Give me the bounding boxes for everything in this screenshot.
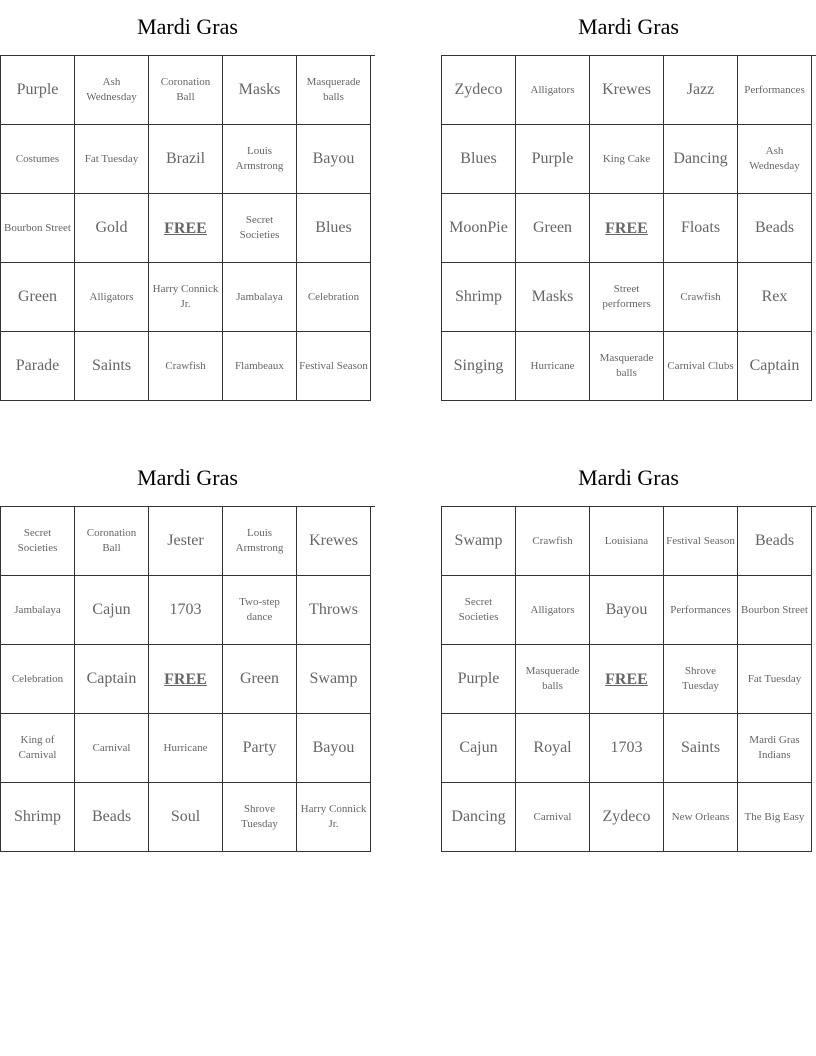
free-space-cell: FREE [149,645,223,714]
bingo-cell: Cajun [75,576,149,645]
bingo-cell: Floats [664,194,738,263]
bingo-cell: Saints [664,714,738,783]
bingo-cell: Singing [442,332,516,401]
card-title: Mardi Gras [578,465,679,490]
bingo-cell: Secret Societies [1,507,75,576]
bingo-cell: Carnival [75,714,149,783]
bingo-cell: Festival Season [297,332,371,401]
bingo-cell: Captain [75,645,149,714]
bingo-cell: Flambeaux [223,332,297,401]
bingo-cell: Zydeco [442,56,516,125]
bingo-cell: Parade [1,332,75,401]
bingo-cell: Captain [738,332,812,401]
bingo-cell: Ash Wednesday [738,125,812,194]
bingo-cell: Alligators [75,263,149,332]
bingo-cell: Crawfish [149,332,223,401]
bingo-cell: Performances [738,56,812,125]
bingo-cell: Rex [738,263,812,332]
bingo-cell: Green [223,645,297,714]
bingo-cell: Jambalaya [223,263,297,332]
bingo-cell: Beads [738,507,812,576]
bingo-cell: Bayou [297,714,371,783]
bingo-cell: Bayou [590,576,664,645]
bingo-grid [441,55,816,401]
bingo-cell: Celebration [297,263,371,332]
bingo-cell: Coronation Ball [149,56,223,125]
bingo-cell: Beads [75,783,149,852]
card-title: Mardi Gras [578,14,679,39]
bingo-card [441,12,816,401]
free-space-cell: FREE [149,194,223,263]
bingo-cell: Celebration [1,645,75,714]
bingo-cell: Street performers [590,263,664,332]
bingo-cell: Performances [664,576,738,645]
bingo-cell: Masquerade balls [516,645,590,714]
bingo-cell: Green [516,194,590,263]
bingo-cell: Swamp [442,507,516,576]
free-space-cell: FREE [590,645,664,714]
bingo-cell: Bourbon Street [1,194,75,263]
bingo-cell: Bayou [297,125,371,194]
bingo-cell: Costumes [1,125,75,194]
bingo-cell: Louis Armstrong [223,125,297,194]
bingo-cell: Alligators [516,576,590,645]
bingo-cell: Hurricane [149,714,223,783]
bingo-cell: Louisiana [590,507,664,576]
bingo-cell: Jazz [664,56,738,125]
bingo-cell: Dancing [442,783,516,852]
bingo-cell: Festival Season [664,507,738,576]
bingo-cell: Two-step dance [223,576,297,645]
bingo-cell: Crawfish [516,507,590,576]
bingo-cell: Purple [442,645,516,714]
bingo-cell: MoonPie [442,194,516,263]
bingo-cell: Coronation Ball [75,507,149,576]
bingo-cell: Fat Tuesday [738,645,812,714]
bingo-cell: Purple [1,56,75,125]
bingo-cell: Mardi Gras Indians [738,714,812,783]
bingo-cell: Shrove Tuesday [223,783,297,852]
bingo-cell: Throws [297,576,371,645]
bingo-cell: Brazil [149,125,223,194]
bingo-cell: Harry Connick Jr. [149,263,223,332]
bingo-cell: Crawfish [664,263,738,332]
bingo-cell: 1703 [149,576,223,645]
bingo-cell: Shrimp [1,783,75,852]
bingo-cell: Saints [75,332,149,401]
bingo-cell: Purple [516,125,590,194]
bingo-cell: King Cake [590,125,664,194]
free-space-cell: FREE [590,194,664,263]
bingo-cell: Swamp [297,645,371,714]
bingo-cell: Blues [297,194,371,263]
bingo-cell: New Orleans [664,783,738,852]
bingo-cell: The Big Easy [738,783,812,852]
bingo-cell: Beads [738,194,812,263]
bingo-cell: Shrove Tuesday [664,645,738,714]
bingo-cell: Krewes [297,507,371,576]
bingo-cell: Soul [149,783,223,852]
bingo-cell: Alligators [516,56,590,125]
bingo-cell: Zydeco [590,783,664,852]
bingo-cell: Party [223,714,297,783]
bingo-cell: Shrimp [442,263,516,332]
bingo-grid [0,506,375,852]
bingo-cell: Carnival Clubs [664,332,738,401]
card-title: Mardi Gras [137,14,238,39]
bingo-cell: Dancing [664,125,738,194]
bingo-cell: Ash Wednesday [75,56,149,125]
bingo-cell: Masquerade balls [590,332,664,401]
bingo-cell: Masquerade balls [297,56,371,125]
bingo-grid [441,506,816,852]
bingo-cell: Secret Societies [223,194,297,263]
bingo-cell: Masks [223,56,297,125]
bingo-cell: Harry Connick Jr. [297,783,371,852]
card-title: Mardi Gras [137,465,238,490]
bingo-grid [0,55,375,401]
bingo-card [0,12,375,401]
bingo-card [0,463,375,852]
bingo-cell: 1703 [590,714,664,783]
bingo-cell: Louis Armstrong [223,507,297,576]
bingo-cell: Green [1,263,75,332]
bingo-cell: Masks [516,263,590,332]
bingo-cell: Secret Societies [442,576,516,645]
bingo-cell: Krewes [590,56,664,125]
bingo-cell: Bourbon Street [738,576,812,645]
bingo-cell: Hurricane [516,332,590,401]
bingo-cell: Gold [75,194,149,263]
bingo-cell: Fat Tuesday [75,125,149,194]
bingo-card [441,463,816,852]
bingo-cell: Jester [149,507,223,576]
bingo-cell: Jambalaya [1,576,75,645]
bingo-cell: Cajun [442,714,516,783]
bingo-cell: Carnival [516,783,590,852]
bingo-cell: King of Carnival [1,714,75,783]
bingo-cell: Royal [516,714,590,783]
bingo-cell: Blues [442,125,516,194]
